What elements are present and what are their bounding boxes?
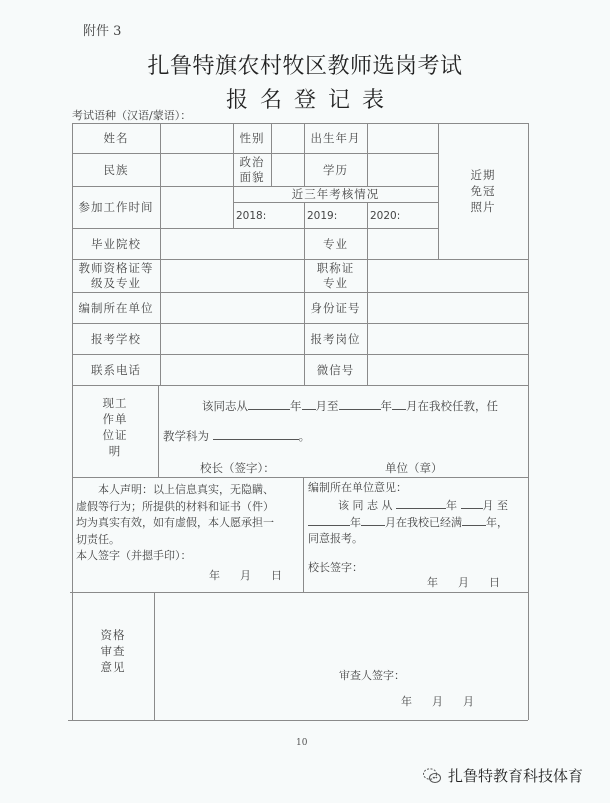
- unit-to-month-blank[interactable]: [361, 513, 385, 526]
- proof-year-text: 年: [290, 399, 302, 413]
- label-id-number: 身份证号: [310, 300, 361, 315]
- label-title-cert-2: 专业: [323, 275, 348, 290]
- page-subtitle: 报名登记表: [225, 88, 396, 113]
- proof-subject-text: 教学科为: [163, 429, 209, 443]
- review-2018[interactable]: 2018:: [236, 209, 267, 222]
- label-work-proof-4: 明: [108, 444, 122, 458]
- label-cert-2: 级及专业: [91, 275, 141, 290]
- declaration-line-2: 虚假等行为；所提供的材料和证书（件）: [76, 499, 274, 513]
- proof-subject-blank[interactable]: [213, 427, 299, 440]
- label-unit: 编制所在单位: [78, 300, 154, 315]
- proof-from-year-blank[interactable]: [248, 397, 290, 410]
- field-title-cert[interactable]: [368, 260, 528, 292]
- declaration-line-3: 均为真实有效，如有虚假，本人愿承担一: [76, 516, 274, 529]
- declaration-line-4: 切责任。: [76, 532, 120, 546]
- proof-period: 。: [298, 429, 311, 443]
- date-month-2: 月: [463, 695, 474, 708]
- proof-year-text-2: 年: [380, 399, 392, 413]
- label-work-proof-1: 现工: [102, 396, 128, 410]
- unit-from-month-blank[interactable]: [461, 496, 483, 509]
- label-work-proof-2: 作单: [102, 412, 128, 426]
- declaration-date[interactable]: [209, 567, 282, 584]
- proof-line-1: [202, 397, 498, 415]
- attachment-label: 附件 3: [83, 24, 122, 39]
- unit-month-to-text: 月 至: [482, 499, 508, 512]
- date-year: 年: [209, 569, 220, 582]
- date-month: 月: [458, 576, 469, 589]
- label-review-3: 意见: [100, 660, 126, 674]
- label-work-proof: [72, 392, 158, 462]
- page-title: 扎鲁特旗农村牧区教师选岗考试: [147, 54, 463, 79]
- wechat-icon: [422, 767, 442, 785]
- field-ethnicity[interactable]: [161, 154, 233, 186]
- label-major: 专业: [323, 236, 348, 251]
- review-2019[interactable]: 2019:: [307, 209, 338, 222]
- label-work-start: 参加工作时间: [78, 200, 154, 214]
- unit-month-in-text: 月在我校已经满: [385, 516, 462, 529]
- field-unit[interactable]: [161, 293, 304, 323]
- unit-opinion-title: 编制所在单位意见：: [308, 481, 407, 494]
- label-phone: 联系电话: [91, 362, 141, 377]
- field-apply-post[interactable]: [368, 324, 528, 354]
- unit-years-blank[interactable]: [462, 513, 486, 526]
- field-gender[interactable]: [272, 124, 304, 153]
- field-id-number[interactable]: [368, 293, 528, 323]
- declaration-line-1: 本人声明：以上信息真实，无隐瞒、: [98, 483, 274, 496]
- proof-line-2: [163, 427, 310, 445]
- declaration-sign[interactable]: 本人签字（并摁手印）：: [76, 549, 192, 562]
- field-political[interactable]: [272, 154, 304, 186]
- field-major[interactable]: [368, 229, 438, 259]
- label-political-1: 政治: [239, 154, 265, 169]
- proof-month-to-text: 月至: [315, 399, 339, 413]
- photo-label-3: 照片: [470, 200, 496, 214]
- reviewer-sign[interactable]: 审查人签字：: [339, 669, 405, 682]
- page-number: 10: [296, 738, 308, 748]
- date-year: 年: [427, 576, 438, 589]
- watermark-text: 扎鲁特教育科技体育: [448, 767, 584, 785]
- label-cert: [72, 259, 160, 292]
- label-school: 毕业院校: [91, 236, 141, 251]
- label-name: 姓名: [103, 131, 129, 145]
- label-title-cert-1: 职称证: [316, 260, 355, 275]
- unit-opinion-line-1: [338, 496, 508, 514]
- photo-box[interactable]: [438, 123, 528, 259]
- label-cert-1: 教师资格证等: [78, 260, 154, 275]
- field-apply-school[interactable]: [161, 324, 304, 354]
- label-education: 学历: [323, 162, 348, 177]
- label-political-2: 面貌: [239, 169, 265, 184]
- label-gender: 性别: [239, 131, 265, 145]
- label-apply-school: 报考学校: [91, 331, 141, 346]
- review-date[interactable]: [401, 693, 474, 710]
- unit-year-text: 年: [446, 499, 457, 512]
- proof-line1-end-text: 月在我校任教，任: [406, 399, 498, 413]
- label-wechat: 微信号: [316, 362, 355, 377]
- exam-language-label: 考试语种（汉语/蒙语）：: [72, 109, 192, 122]
- date-day: 日: [271, 569, 282, 582]
- declaration-block: [76, 482, 302, 565]
- proof-to-year-blank[interactable]: [339, 397, 381, 410]
- photo-label-1: 近期: [470, 168, 496, 182]
- label-apply-post: 报考岗位: [310, 331, 361, 346]
- label-work-proof-3: 位证: [102, 428, 128, 442]
- proof-from-month-blank[interactable]: [302, 397, 316, 410]
- label-ethnicity: 民族: [103, 162, 129, 177]
- field-education[interactable]: [368, 154, 438, 186]
- field-work-start[interactable]: [161, 187, 233, 228]
- review-2020[interactable]: 2020:: [370, 209, 401, 222]
- label-review-1: 资格: [100, 628, 126, 642]
- photo-label-2: 免冠: [470, 184, 496, 198]
- date-day: 日: [489, 576, 500, 589]
- unit-to-year-blank[interactable]: [308, 513, 350, 526]
- date-month: 月: [432, 695, 443, 708]
- unit-principal-sign[interactable]: 校长签字：: [308, 561, 363, 574]
- field-phone[interactable]: [161, 355, 304, 385]
- field-name[interactable]: [161, 124, 233, 153]
- proof-unit-seal[interactable]: 单位（章）: [385, 461, 443, 475]
- unit-from-text: 该 同 志 从: [338, 499, 393, 512]
- unit-opinion-date[interactable]: [427, 574, 500, 591]
- label-title-cert: [304, 259, 367, 292]
- label-review-title: 近三年考核情况: [291, 187, 380, 201]
- label-birth: 出生年月: [310, 131, 361, 145]
- label-political: [233, 153, 271, 186]
- date-year: 年: [401, 695, 412, 708]
- proof-from-text: 该同志从: [202, 399, 248, 413]
- proof-principal-sign[interactable]: 校长（签字）：: [200, 461, 275, 475]
- unit-opinion-line-2: [308, 513, 508, 531]
- unit-from-year-blank[interactable]: [396, 496, 446, 509]
- field-birth[interactable]: [368, 124, 438, 153]
- unit-year-text-2: 年: [350, 516, 361, 529]
- label-review: [72, 625, 154, 677]
- label-review-2: 审查: [100, 644, 126, 658]
- unit-year-end-text: 年，: [486, 516, 508, 529]
- field-school[interactable]: [161, 229, 304, 259]
- date-month: 月: [240, 569, 251, 582]
- field-cert[interactable]: [161, 260, 304, 292]
- proof-to-month-blank[interactable]: [392, 397, 406, 410]
- field-wechat[interactable]: [368, 355, 528, 385]
- watermark: [422, 765, 583, 786]
- unit-opinion-agree: 同意报考。: [308, 532, 363, 545]
